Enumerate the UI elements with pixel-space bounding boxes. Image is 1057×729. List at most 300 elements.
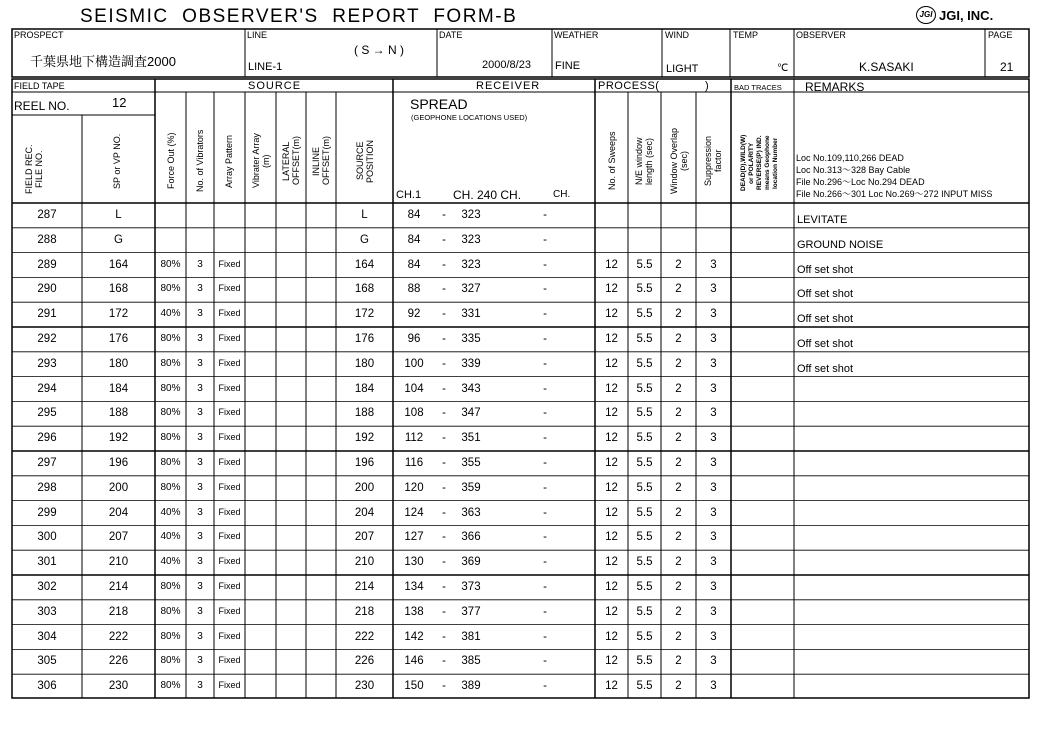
cell-vib: 3	[197, 308, 203, 320]
cell-sp: 172	[108, 308, 129, 321]
cell-sp: 196	[108, 457, 129, 469]
cell-file: 289	[37, 258, 57, 271]
cell-sp: 192	[108, 432, 129, 445]
cell-file: 288	[37, 233, 57, 246]
cell-sp: 168	[108, 283, 129, 296]
cell-ch240: 331	[461, 308, 481, 321]
cell-ch1: 84	[407, 233, 421, 246]
cell-sp: 176	[108, 333, 129, 345]
cell-ovl: 2	[675, 308, 682, 321]
cell-dash: -	[442, 481, 446, 494]
cell-force: 80%	[160, 283, 181, 295]
cell-pos: 210	[354, 556, 375, 569]
table-row	[0, 625, 1057, 650]
cell-chd: -	[543, 630, 547, 643]
cell-ch1: 138	[404, 605, 424, 618]
table-row	[0, 277, 1057, 302]
ch-label: CH.	[553, 189, 571, 200]
cell-sup: 3	[710, 605, 717, 618]
table-row	[0, 377, 1057, 402]
col-force-out: Force Out (%)	[166, 132, 176, 190]
cell-dash: -	[442, 630, 446, 643]
cell-sp: 218	[108, 605, 129, 618]
cell-ch240: 339	[461, 357, 481, 370]
table-row	[0, 451, 1057, 476]
cell-array: Fixed	[218, 605, 241, 616]
cell-dash: -	[442, 209, 446, 221]
cell-ch240: 343	[461, 382, 481, 395]
cell-ch240: 377	[461, 605, 481, 618]
cell-array: Fixed	[218, 382, 241, 393]
cell-pos: 207	[354, 531, 375, 544]
cell-pos: G	[360, 233, 369, 246]
process-heading: PROCESS(	[598, 80, 660, 92]
cell-ovl: 2	[675, 258, 682, 271]
cell-chd: -	[543, 655, 547, 668]
cell-sweeps: 12	[605, 457, 618, 469]
cell-ch1: 130	[404, 556, 424, 569]
cell-ch1: 142	[404, 630, 424, 643]
cell-remark: GROUND NOISE	[797, 238, 884, 251]
cell-file: 297	[37, 457, 57, 469]
cell-sweeps: 12	[605, 357, 618, 370]
cell-ne: 5.5	[636, 655, 653, 668]
page-value: 21	[1000, 60, 1014, 74]
cell-pos: 196	[354, 457, 375, 469]
cell-ch240: 323	[461, 258, 481, 271]
cell-file: 294	[37, 382, 57, 395]
cell-force: 80%	[160, 258, 181, 270]
cell-sweeps: 12	[605, 680, 618, 693]
line-direction: ( S → N )	[354, 43, 404, 57]
cell-array: Fixed	[218, 630, 241, 641]
cell-sup: 3	[710, 630, 717, 643]
cell-remark: Off set shot	[797, 263, 854, 276]
cell-sweeps: 12	[605, 283, 618, 296]
cell-array: Fixed	[218, 357, 241, 368]
cell-ne: 5.5	[636, 457, 653, 469]
table-row	[0, 401, 1057, 426]
cell-pos: 204	[354, 506, 375, 519]
cell-array: Fixed	[218, 457, 241, 467]
date-label: DATE	[439, 30, 463, 40]
cell-sup: 3	[710, 506, 717, 519]
cell-ch240: 373	[461, 581, 481, 593]
cell-ch1: 96	[407, 333, 421, 345]
cell-file: 296	[37, 432, 57, 445]
cell-pos: 168	[354, 283, 375, 296]
cell-vib: 3	[197, 481, 203, 493]
cell-chd: -	[543, 605, 547, 618]
cell-ne: 5.5	[636, 506, 653, 519]
cell-vib: 3	[197, 680, 203, 692]
cell-ch240: 359	[461, 481, 481, 494]
table-row	[0, 550, 1057, 575]
spread-subheading: (GEOPHONE LOCATIONS USED)	[411, 113, 528, 122]
cell-ch1: 134	[404, 581, 424, 593]
col-source-position: SOURCE POSITION	[355, 139, 375, 183]
cell-chd: -	[543, 283, 547, 296]
cell-ovl: 2	[675, 680, 682, 693]
cell-sweeps: 12	[605, 556, 618, 569]
col-suppression: Suppression factor	[703, 135, 723, 187]
cell-ovl: 2	[675, 581, 682, 593]
cell-ne: 5.5	[636, 630, 653, 643]
page-label: PAGE	[988, 30, 1013, 40]
table-row	[0, 674, 1057, 699]
cell-force: 80%	[160, 457, 181, 468]
cell-sup: 3	[710, 283, 717, 296]
cell-sweeps: 12	[605, 481, 618, 494]
table-row	[0, 228, 1057, 253]
remarks-heading: REMARKS	[805, 80, 865, 94]
cell-array: Fixed	[218, 258, 241, 269]
cell-chd: -	[543, 506, 547, 519]
cell-remark: LEVITATE	[797, 214, 848, 226]
col-ne-window: N/E window length (sec)	[634, 137, 654, 185]
cell-sp: 210	[108, 556, 129, 569]
cell-dash: -	[442, 432, 446, 445]
cell-sweeps: 12	[605, 308, 618, 321]
cell-force: 80%	[160, 655, 181, 667]
cell-ne: 5.5	[636, 581, 653, 593]
table-row	[0, 302, 1057, 327]
cell-ovl: 2	[675, 283, 682, 296]
table-row	[0, 426, 1057, 451]
cell-ne: 5.5	[636, 556, 653, 569]
cell-ch1: 92	[407, 308, 421, 321]
col-file-no: FIELD REC. FILE NO.	[24, 144, 44, 194]
cell-force: 80%	[160, 432, 181, 444]
col-inline-offset: INLINE OFFSET(m)	[311, 136, 331, 186]
cell-force: 40%	[160, 531, 181, 543]
cell-sp: 222	[108, 630, 129, 643]
cell-pos: 192	[354, 432, 375, 445]
cell-sup: 3	[710, 357, 717, 370]
cell-file: 301	[37, 556, 57, 569]
cell-ch1: 100	[404, 357, 424, 370]
cell-pos: 176	[354, 333, 375, 345]
cell-chd: -	[543, 333, 547, 345]
cell-pos: 164	[354, 258, 375, 271]
col-window-overlap: Window Overlap (sec)	[669, 127, 689, 195]
cell-sp: 226	[108, 655, 129, 668]
form-title: SEISMIC OBSERVER'S REPORT FORM-B	[80, 6, 518, 27]
col-vibrators: No. of Vibrators	[195, 129, 205, 193]
cell-sup: 3	[710, 680, 717, 693]
cell-sweeps: 12	[605, 258, 618, 271]
reel-label: REEL NO.	[14, 99, 70, 113]
table-row	[0, 327, 1057, 352]
cell-ch1: 150	[404, 680, 424, 693]
cell-ovl: 2	[675, 481, 682, 494]
cell-dash: -	[442, 581, 446, 593]
cell-chd: -	[543, 407, 547, 420]
cell-vib: 3	[197, 630, 203, 642]
cell-ch240: 385	[461, 655, 481, 668]
cell-force: 40%	[160, 556, 181, 568]
cell-ch240: 351	[461, 432, 481, 445]
cell-chd: -	[543, 432, 547, 445]
receiver-heading: RECEIVER	[476, 80, 541, 92]
cell-array: Fixed	[218, 333, 241, 343]
prospect-value: 千葉県地下構造調査2000	[30, 54, 176, 69]
cell-ovl: 2	[675, 630, 682, 643]
cell-force: 80%	[160, 481, 181, 493]
cell-sweeps: 12	[605, 407, 618, 420]
cell-pos: 180	[354, 357, 375, 370]
note-line: File No.266～301 Loc No.269～272 INPUT MISS	[796, 189, 993, 199]
cell-force: 80%	[160, 630, 181, 642]
cell-file: 290	[37, 283, 57, 296]
cell-ovl: 2	[675, 655, 682, 668]
cell-dash: -	[442, 605, 446, 618]
cell-array: Fixed	[218, 283, 241, 294]
cell-file: 287	[37, 209, 57, 221]
cell-pos: 230	[354, 680, 375, 693]
cell-file: 298	[37, 481, 57, 494]
wind-label: WIND	[665, 30, 689, 40]
cell-sp: 184	[108, 382, 129, 395]
cell-remark: Off set shot	[797, 362, 854, 375]
cell-array: Fixed	[218, 432, 241, 443]
line-label: LINE	[247, 30, 268, 40]
cell-sp: G	[114, 233, 123, 246]
cell-ne: 5.5	[636, 680, 653, 693]
cell-vib: 3	[197, 655, 203, 667]
col-bad-traces: DEAD(D),WILD(W) or POLARITY REVERSE(P) IND. means Geophone location Number	[740, 134, 779, 192]
cell-ovl: 2	[675, 506, 682, 519]
table-row	[0, 203, 1057, 228]
cell-sp: 230	[108, 680, 129, 693]
cell-dash: -	[442, 407, 446, 420]
cell-ch240: 381	[461, 630, 481, 643]
cell-chd: -	[543, 531, 547, 544]
table-row	[0, 525, 1057, 550]
cell-ch1: 120	[404, 481, 424, 494]
cell-ne: 5.5	[636, 382, 653, 395]
cell-sweeps: 12	[605, 655, 618, 668]
cell-ovl: 2	[675, 457, 682, 469]
spread-heading: SPREAD	[410, 96, 468, 112]
cell-vib: 3	[197, 531, 203, 543]
cell-sp: 180	[108, 357, 129, 370]
cell-array: Fixed	[218, 581, 241, 591]
cell-ovl: 2	[675, 556, 682, 569]
cell-vib: 3	[197, 432, 203, 444]
cell-sup: 3	[710, 457, 717, 469]
cell-ne: 5.5	[636, 357, 653, 370]
cell-ne: 5.5	[636, 333, 653, 345]
cell-ovl: 2	[675, 531, 682, 544]
cell-ch1: 84	[407, 209, 421, 221]
cell-ch240: 335	[461, 333, 481, 345]
cell-vib: 3	[197, 605, 203, 617]
cell-ch240: 355	[461, 457, 481, 469]
cell-chd: -	[543, 382, 547, 395]
cell-chd: -	[543, 357, 547, 370]
cell-sup: 3	[710, 581, 717, 593]
cell-force: 80%	[160, 382, 181, 394]
cell-sp: 164	[108, 258, 129, 271]
date-value: 2000/8/23	[482, 59, 531, 71]
cell-ne: 5.5	[636, 283, 653, 296]
cell-pos: 226	[354, 655, 375, 668]
cell-dash: -	[442, 556, 446, 569]
cell-sup: 3	[710, 258, 717, 271]
cell-dash: -	[442, 680, 446, 693]
cell-pos: 200	[354, 481, 375, 494]
cell-sup: 3	[710, 382, 717, 395]
cell-vib: 3	[197, 556, 203, 568]
cell-file: 303	[37, 605, 57, 618]
cell-dash: -	[442, 233, 446, 246]
table-row	[0, 253, 1057, 278]
cell-remark: Off set shot	[797, 313, 854, 326]
observer-label: OBSERVER	[796, 30, 846, 40]
note-line: Loc No.109,110,266 DEAD	[796, 153, 904, 163]
cell-sweeps: 12	[605, 531, 618, 544]
cell-file: 295	[37, 407, 57, 420]
cell-chd: -	[543, 581, 547, 593]
cell-pos: 188	[354, 407, 375, 420]
cell-chd: -	[543, 233, 547, 246]
note-line: Loc No.313～328 Bay Cable	[796, 165, 911, 175]
cell-file: 306	[37, 680, 57, 693]
reel-value: 12	[112, 95, 127, 110]
note-line: File No.296～Loc No.294 DEAD	[796, 177, 925, 187]
prospect-label: PROSPECT	[14, 30, 64, 40]
cell-sweeps: 12	[605, 581, 618, 593]
table-row	[0, 600, 1057, 625]
cell-force: 40%	[160, 506, 181, 518]
cell-chd: -	[543, 680, 547, 693]
cell-ne: 5.5	[636, 432, 653, 445]
wind-value: LIGHT	[666, 63, 699, 75]
cell-vib: 3	[197, 357, 203, 369]
bad-traces-heading: BAD TRACES	[734, 83, 782, 92]
weather-label: WEATHER	[554, 30, 599, 40]
cell-ch1: 124	[404, 506, 424, 519]
cell-chd: -	[543, 209, 547, 221]
cell-ovl: 2	[675, 407, 682, 420]
jgi-logo-icon: JGI	[916, 6, 936, 24]
cell-ovl: 2	[675, 333, 682, 345]
cell-force: 80%	[160, 357, 181, 369]
cell-array: Fixed	[218, 308, 241, 319]
cell-array: Fixed	[218, 407, 241, 418]
cell-sweeps: 12	[605, 605, 618, 618]
cell-dash: -	[442, 457, 446, 469]
cell-sp: 204	[108, 506, 129, 519]
cell-array: Fixed	[218, 556, 241, 567]
cell-chd: -	[543, 457, 547, 469]
cell-ne: 5.5	[636, 531, 653, 544]
cell-force: 80%	[160, 605, 181, 617]
cell-vib: 3	[197, 581, 203, 592]
cell-ch1: 127	[404, 531, 424, 544]
cell-ch1: 112	[404, 432, 424, 445]
col-vibrater-array: Vibrater Array (m)	[251, 133, 271, 189]
cell-sp: 207	[108, 531, 129, 544]
cell-ch240: 323	[461, 209, 481, 221]
cell-file: 302	[37, 581, 57, 593]
cell-chd: -	[543, 308, 547, 321]
cell-vib: 3	[197, 382, 203, 394]
cell-ch240: 327	[461, 283, 481, 296]
source-heading: SOURCE	[248, 80, 302, 92]
cell-ch1: 108	[404, 407, 424, 420]
cell-sup: 3	[710, 481, 717, 494]
cell-sup: 3	[710, 333, 717, 345]
cell-ch240: 363	[461, 506, 481, 519]
cell-array: Fixed	[218, 481, 241, 492]
cell-array: Fixed	[218, 655, 241, 666]
cell-ovl: 2	[675, 382, 682, 395]
cell-sweeps: 12	[605, 630, 618, 643]
cell-force: 40%	[160, 308, 181, 320]
cell-sweeps: 12	[605, 506, 618, 519]
cell-vib: 3	[197, 457, 203, 468]
cell-dash: -	[442, 506, 446, 519]
table-row	[0, 352, 1057, 377]
cell-sweeps: 12	[605, 333, 618, 345]
table-row	[0, 476, 1057, 501]
cell-sweeps: 12	[605, 432, 618, 445]
cell-force: 80%	[160, 333, 181, 344]
cell-sup: 3	[710, 531, 717, 544]
cell-vib: 3	[197, 333, 203, 344]
cell-pos: 222	[354, 630, 375, 643]
cell-sup: 3	[710, 655, 717, 668]
col-array-pattern: Array Pattern	[224, 134, 234, 188]
cell-force: 80%	[160, 407, 181, 419]
cell-array: Fixed	[218, 506, 241, 517]
cell-sp: 188	[108, 407, 129, 420]
cell-sp: 200	[108, 481, 129, 494]
table-row	[0, 649, 1057, 674]
cell-dash: -	[442, 333, 446, 345]
cell-dash: -	[442, 283, 446, 296]
temp-unit: ℃	[777, 63, 789, 74]
cell-ch240: 347	[461, 407, 481, 420]
cell-array: Fixed	[218, 680, 241, 691]
table-row	[0, 575, 1057, 600]
cell-file: 305	[37, 655, 57, 668]
cell-pos: 214	[354, 581, 375, 593]
cell-ch1: 104	[404, 382, 424, 395]
cell-ne: 5.5	[636, 407, 653, 420]
cell-sup: 3	[710, 556, 717, 569]
cell-vib: 3	[197, 283, 203, 295]
cell-pos: 172	[354, 308, 375, 321]
line-value: LINE-1	[248, 61, 283, 73]
cell-dash: -	[442, 655, 446, 668]
cell-sweeps: 12	[605, 382, 618, 395]
cell-remark: Off set shot	[797, 288, 854, 301]
cell-pos: 218	[354, 605, 375, 618]
cell-ch1: 146	[404, 655, 424, 668]
cell-file: 304	[37, 630, 57, 643]
cell-ovl: 2	[675, 432, 682, 445]
cell-vib: 3	[197, 506, 203, 518]
col-sweeps: No. of Sweeps	[607, 131, 617, 191]
company-name: JGI, INC.	[939, 7, 994, 23]
cell-file: 299	[37, 506, 57, 519]
ch1-label: CH.1	[396, 189, 422, 201]
cell-pos: L	[361, 209, 368, 221]
cell-chd: -	[543, 481, 547, 494]
